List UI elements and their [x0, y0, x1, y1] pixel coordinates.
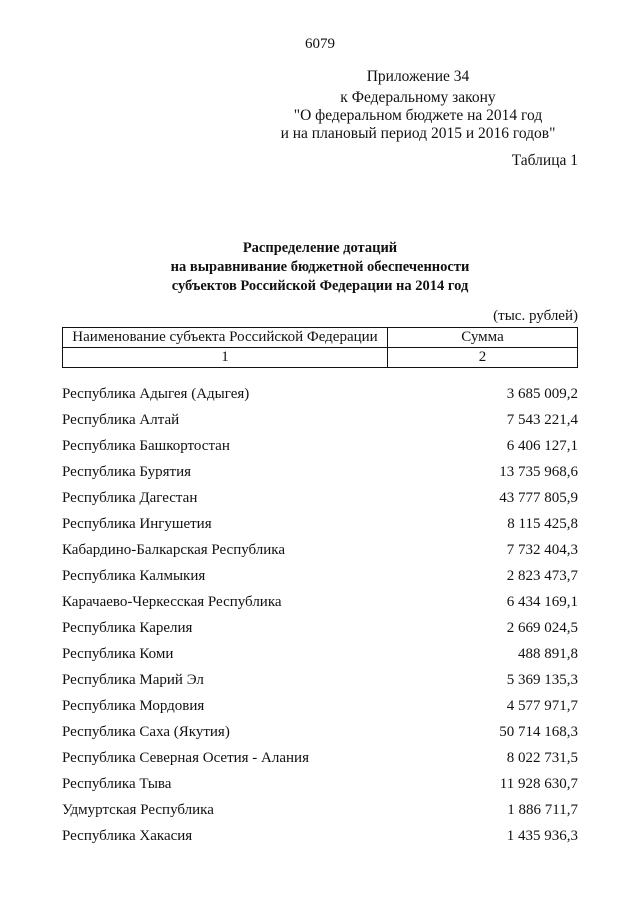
table-row: [62, 776, 578, 796]
region-name: Республика Адыгея (Адыгея): [62, 386, 250, 402]
subsidy-amount: 4 577 971,7: [506, 698, 578, 714]
subsidy-amount: 2 823 473,7: [506, 568, 578, 584]
region-name: Республика Карелия: [62, 620, 193, 636]
region-name: Карачаево-Черкесская Республика: [62, 594, 282, 610]
region-name: Кабардино-Балкарская Республика: [62, 542, 286, 558]
table-row: [62, 646, 578, 666]
subsidy-amount: 1 886 711,7: [507, 802, 578, 818]
table-row: [62, 672, 578, 692]
subsidy-amount: 6 434 169,1: [506, 594, 578, 610]
region-name: Республика Хакасия: [62, 828, 193, 844]
appendix-line-4: и на плановый период 2015 и 2016 годов": [280, 125, 556, 142]
table-row: [62, 438, 578, 458]
header-row: [63, 328, 578, 348]
region-name: Республика Бурятия: [62, 464, 192, 480]
subsidy-amount: 7 543 221,4: [506, 412, 578, 428]
document-title-line-1: Распределение дотаций: [242, 240, 398, 256]
region-name: Республика Калмыкия: [62, 568, 206, 584]
header-amount-column: Сумма: [388, 328, 578, 348]
table-row: [62, 568, 578, 588]
table-row: [62, 828, 578, 848]
region-name: Республика Дагестан: [62, 490, 198, 506]
subsidy-amount: 11 928 630,7: [499, 776, 578, 792]
table-header: [62, 327, 578, 368]
table-row: [62, 464, 578, 484]
column-number-row: [63, 348, 578, 368]
header-name-column: Наименование субъекта Российской Федерации: [63, 328, 388, 348]
region-name: Республика Северная Осетия - Алания: [62, 750, 309, 766]
region-name: Республика Алтай: [62, 412, 180, 428]
region-name: Республика Марий Эл: [62, 672, 204, 688]
appendix-line-3: "О федеральном бюджете на 2014 год: [293, 107, 543, 124]
table-row: [62, 750, 578, 770]
region-name: Республика Ингушетия: [62, 516, 212, 532]
page-number: 6079: [305, 36, 335, 52]
table-row: [62, 698, 578, 718]
region-name: Республика Тыва: [62, 776, 172, 792]
subsidy-amount: 50 714 168,3: [499, 724, 578, 740]
table-row: [62, 542, 578, 562]
subsidy-amount: 8 022 731,5: [506, 750, 578, 766]
table-row: [62, 490, 578, 510]
subsidy-amount: 8 115 425,8: [507, 516, 578, 532]
table-row: [62, 620, 578, 640]
table-label: Таблица 1: [511, 152, 578, 169]
document-title-line-3: субъектов Российской Федерации на 2014 год: [171, 278, 469, 294]
document-title-line-2: на выравнивание бюджетной обеспеченности: [170, 259, 470, 275]
region-name: Республика Мордовия: [62, 698, 205, 714]
table-row: [62, 594, 578, 614]
subsidy-amount: 7 732 404,3: [506, 542, 578, 558]
table-row: [62, 386, 578, 406]
region-name: Республика Башкортостан: [62, 438, 230, 454]
region-name: Республика Коми: [62, 646, 174, 662]
table-row: [62, 802, 578, 822]
units-label: (тыс. рублей): [493, 308, 578, 324]
subsidy-amount: 13 735 968,6: [499, 464, 578, 480]
subsidy-amount: 5 369 135,3: [506, 672, 578, 688]
appendix-line-2: к Федеральному закону: [340, 89, 496, 106]
table-row: [62, 412, 578, 432]
table-row: [62, 724, 578, 744]
table-row: [62, 516, 578, 536]
subsidy-amount: 3 685 009,2: [506, 386, 578, 402]
subsidy-amount: 6 406 127,1: [506, 438, 578, 454]
appendix-line-1: Приложение 34: [366, 68, 470, 85]
column-number-1: 1: [63, 348, 388, 368]
region-name: Республика Саха (Якутия): [62, 724, 230, 740]
subsidy-amount: 43 777 805,9: [499, 490, 578, 506]
subsidy-amount: 1 435 936,3: [506, 828, 578, 844]
column-number-2: 2: [388, 348, 578, 368]
subsidy-amount: 488 891,8: [518, 646, 578, 662]
region-name: Удмуртская Республика: [62, 802, 214, 818]
subsidy-amount: 2 669 024,5: [506, 620, 578, 636]
